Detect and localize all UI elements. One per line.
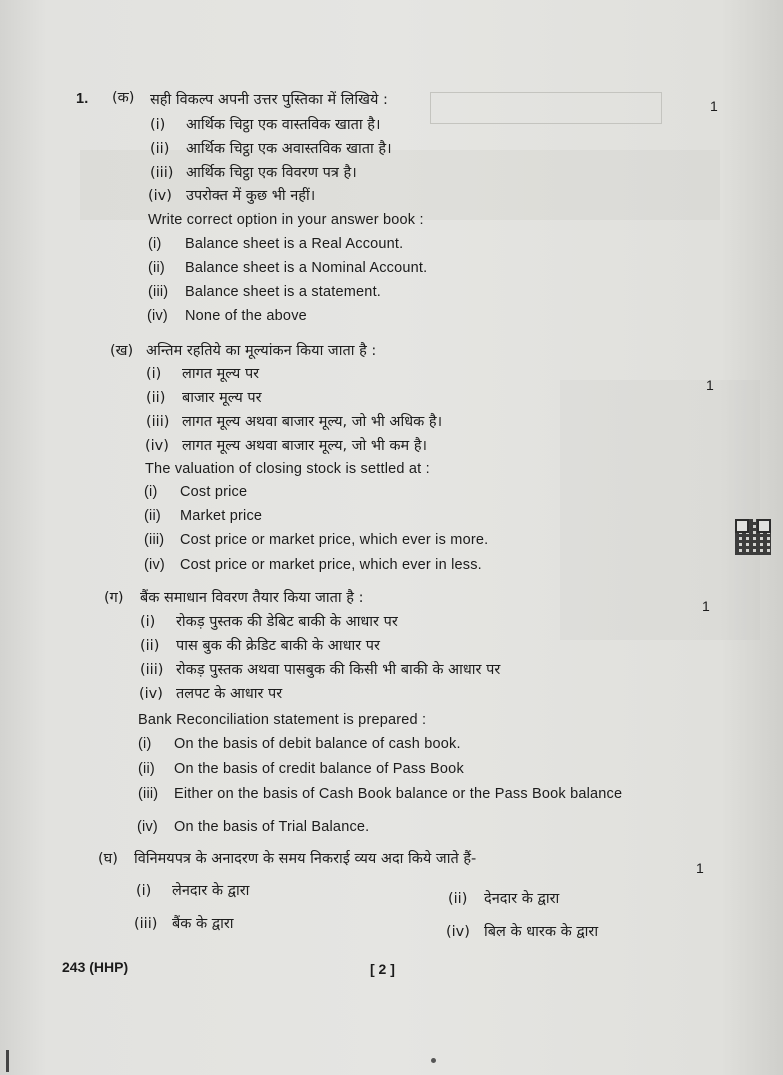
- option-number: (iv): [145, 438, 169, 454]
- option-number: (i): [144, 484, 158, 500]
- option-text: पास बुक की क्रेडिट बाकी के आधार पर: [176, 638, 380, 654]
- option-hindi: [134, 915, 234, 933]
- option-text: लागत मूल्य अथवा बाजार मूल्य, जो भी अधिक है।: [182, 414, 443, 430]
- option-text: देनदार के द्वारा: [484, 891, 560, 907]
- option-number: (iv): [147, 308, 168, 324]
- option-number: (ii): [150, 141, 170, 157]
- option-hindi: [146, 413, 442, 431]
- option-english: [138, 785, 622, 803]
- option-english: [148, 259, 427, 277]
- part-label: (ग): [104, 590, 124, 606]
- option-english: [147, 307, 307, 325]
- option-text: रोकड़ पुस्तक की डेबिट बाकी के आधार पर: [176, 614, 398, 630]
- option-text: Either on the basis of Cash Book balance or the Pass Book balance: [174, 786, 623, 802]
- option-number: (ii): [146, 390, 166, 406]
- part-label: (क): [112, 90, 135, 106]
- option-number: (iii): [140, 662, 164, 678]
- part-stem-english: The valuation of closing stock is settled at :: [145, 461, 430, 477]
- option-text: Cost price: [180, 484, 248, 500]
- option-text: लागत मूल्य अथवा बाजार मूल्य, जो भी कम है।: [182, 438, 428, 454]
- option-number: (ii): [138, 761, 155, 777]
- scan-edge-mark: [6, 1050, 9, 1072]
- option-number: (i): [148, 236, 162, 252]
- option-text: Cost price or market price, which ever in less.: [180, 557, 482, 573]
- option-number: (i): [150, 117, 166, 133]
- marks: 1: [696, 860, 704, 876]
- option-hindi: [146, 389, 262, 407]
- option-text: रोकड़ पुस्तक अथवा पासबुक की किसी भी बाकी के आधार पर: [176, 662, 501, 678]
- page-number: [ 2 ]: [370, 961, 395, 977]
- option-text: On the basis of debit balance of cash book.: [174, 736, 461, 752]
- option-hindi: [148, 187, 315, 205]
- option-text: बाजार मूल्य पर: [182, 390, 262, 406]
- option-english: [137, 818, 369, 836]
- option-number: (iii): [134, 916, 158, 932]
- option-text: तलपट के आधार पर: [176, 686, 283, 702]
- option-number: (ii): [148, 260, 165, 276]
- option-number: (iii): [144, 532, 165, 548]
- option-hindi: [136, 882, 249, 900]
- question-number: 1.: [76, 91, 89, 107]
- option-text: उपरोक्त में कुछ भी नहीं।: [186, 188, 316, 204]
- option-hindi: [140, 637, 380, 655]
- option-text: Cost price or market price, which ever is more.: [180, 532, 489, 548]
- option-number: (iii): [150, 165, 174, 181]
- option-hindi: [140, 661, 500, 679]
- option-number: (iii): [138, 786, 159, 802]
- part-stem-hindi: सही विकल्प अपनी उत्तर पुस्तिका में लिखिये :: [150, 92, 388, 108]
- marks: 1: [702, 598, 710, 614]
- option-number: (ii): [144, 508, 161, 524]
- option-english: [138, 760, 464, 778]
- option-hindi: [146, 365, 259, 383]
- option-text: आर्थिक चिट्ठा एक विवरण पत्र है।: [186, 165, 357, 181]
- option-text: On the basis of Trial Balance.: [174, 819, 370, 835]
- part-label: (घ): [98, 851, 118, 867]
- option-text: On the basis of credit balance of Pass Book: [174, 761, 464, 777]
- option-number: (iv): [139, 686, 163, 702]
- option-number: (i): [140, 614, 156, 630]
- option-text: बिल के धारक के द्वारा: [484, 924, 599, 940]
- option-english: [144, 507, 262, 525]
- option-text: Balance sheet is a Nominal Account.: [185, 260, 428, 276]
- option-number: (iv): [446, 924, 470, 940]
- bleed-through-band: [80, 150, 720, 220]
- part-stem-english: Write correct option in your answer book :: [148, 212, 424, 228]
- option-text: Balance sheet is a Real Account.: [185, 236, 404, 252]
- option-text: आर्थिक चिट्ठा एक अवास्तविक खाता है।: [186, 141, 392, 157]
- option-hindi: [150, 164, 357, 182]
- option-english: [144, 531, 488, 549]
- option-english: [144, 556, 482, 574]
- option-hindi: [150, 140, 392, 158]
- option-hindi: [150, 116, 381, 134]
- bleed-through-box: [430, 92, 662, 124]
- option-text: None of the above: [185, 308, 307, 324]
- option-number: (ii): [140, 638, 160, 654]
- option-english: [144, 483, 247, 501]
- option-english: [148, 283, 381, 301]
- option-text: Market price: [180, 508, 263, 524]
- option-number: (i): [136, 883, 152, 899]
- option-hindi: [448, 890, 559, 908]
- option-number: (iv): [148, 188, 172, 204]
- scan-dot-mark: [431, 1058, 436, 1063]
- part-stem-english: Bank Reconciliation statement is prepared :: [138, 712, 427, 728]
- option-number: (i): [138, 736, 152, 752]
- option-hindi: [446, 923, 598, 941]
- part-stem-hindi: अन्तिम रहतिये का मूल्यांकन किया जाता है :: [146, 343, 377, 359]
- option-text: आर्थिक चिट्ठा एक वास्तविक खाता है।: [186, 117, 381, 133]
- option-number: (i): [146, 366, 162, 382]
- marks: 1: [710, 98, 718, 114]
- part-label: (ख): [110, 343, 134, 359]
- option-hindi: [139, 685, 282, 703]
- option-hindi: [140, 613, 398, 631]
- option-number: (iv): [137, 819, 158, 835]
- qr-code-image: [735, 519, 771, 555]
- option-hindi: [145, 437, 427, 455]
- marks: 1: [706, 377, 714, 393]
- option-english: [148, 235, 403, 253]
- option-number: (iii): [148, 284, 169, 300]
- option-number: (iv): [144, 557, 165, 573]
- option-number: (iii): [146, 414, 170, 430]
- part-stem-hindi: बैंक समाधान विवरण तैयार किया जाता है :: [140, 590, 364, 606]
- option-text: लागत मूल्य पर: [182, 366, 260, 382]
- paper-code: 243 (HHP): [62, 959, 129, 975]
- option-number: (ii): [448, 891, 468, 907]
- bleed-through-band: [560, 380, 760, 640]
- option-text: बैंक के द्वारा: [172, 916, 234, 932]
- option-text: लेनदार के द्वारा: [172, 883, 250, 899]
- option-english: [138, 735, 461, 753]
- part-stem-hindi: विनिमयपत्र के अनादरण के समय निकराई व्यय अदा किये जाते हैं-: [134, 851, 477, 867]
- option-text: Balance sheet is a statement.: [185, 284, 382, 300]
